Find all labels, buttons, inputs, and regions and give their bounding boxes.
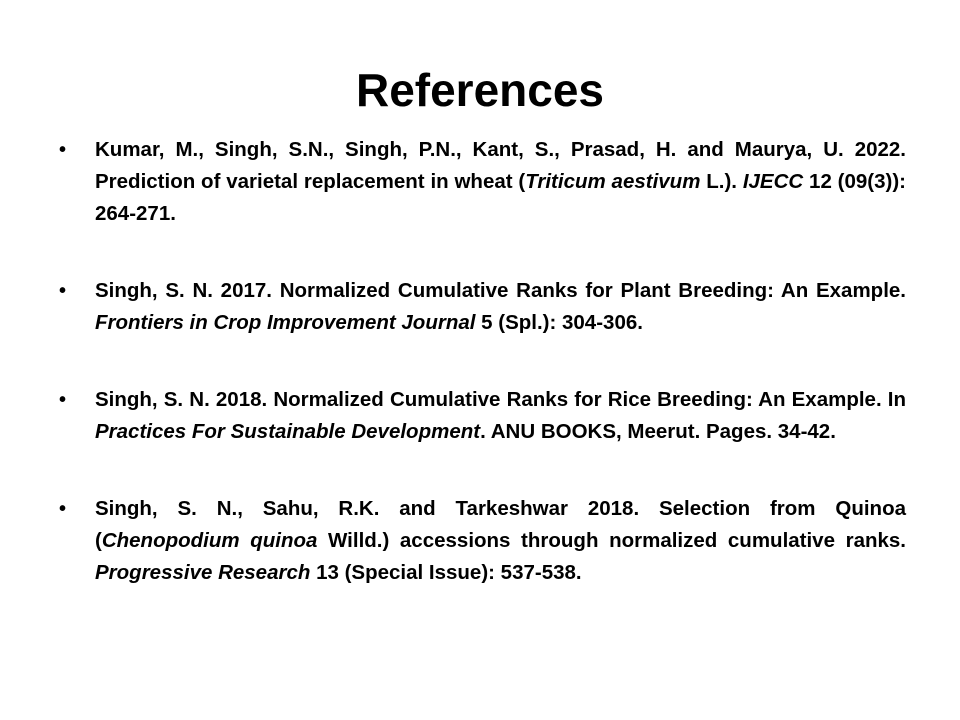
- reference-italic-part: Frontiers in Crop Improvement Journal: [95, 311, 476, 334]
- bullet-icon: •: [59, 139, 67, 161]
- references-list: [56, 134, 906, 634]
- bullet-icon: •: [59, 498, 67, 520]
- reference-text-part: 5 (Spl.): 304-306.: [475, 311, 643, 334]
- reference-text-part: Singh, S. N., Sahu, R.K. and Tarkeshwar 2018. Selection from Quinoa (: [95, 497, 906, 552]
- reference-text-part: Kumar, M., Singh, S.N., Singh, P.N., Kant, S., Prasad, H. and Maurya, U. 2022. Prediction of varietal replacement in wheat (: [95, 138, 906, 193]
- reference-text-part: L.).: [700, 170, 743, 193]
- reference-italic-part: IJECC: [742, 170, 804, 193]
- bullet-icon: •: [59, 280, 67, 302]
- reference-italic-part: Chenopodium quinoa: [101, 529, 318, 552]
- reference-italic-part: Triticum aestivum: [525, 170, 701, 193]
- reference-text-part: Singh, S. N. 2018. Normalized Cumulative Ranks for Rice Breeding: An Example. In: [95, 388, 906, 411]
- reference-text-part: Willd.) accessions through normalized cumulative ranks.: [317, 529, 906, 552]
- reference-text-part: 12 (09(3)): 264-271.: [95, 170, 906, 225]
- reference-item: [56, 134, 906, 230]
- reference-item: [56, 493, 906, 589]
- reference-item: [56, 275, 906, 339]
- reference-item: [56, 384, 906, 448]
- reference-text-part: Singh, S. N. 2017. Normalized Cumulative Ranks for Plant Breeding: An Example.: [95, 279, 906, 302]
- reference-text-part: . ANU BOOKS, Meerut. Pages. 34-42.: [480, 420, 836, 443]
- reference-italic-part: Practices For Sustainable Development: [95, 420, 481, 443]
- slide-title: References: [355, 64, 605, 116]
- reference-text-part: 13 (Special Issue): 537-538.: [310, 561, 582, 584]
- reference-italic-part: Progressive Research: [95, 561, 311, 584]
- bullet-icon: •: [59, 389, 67, 411]
